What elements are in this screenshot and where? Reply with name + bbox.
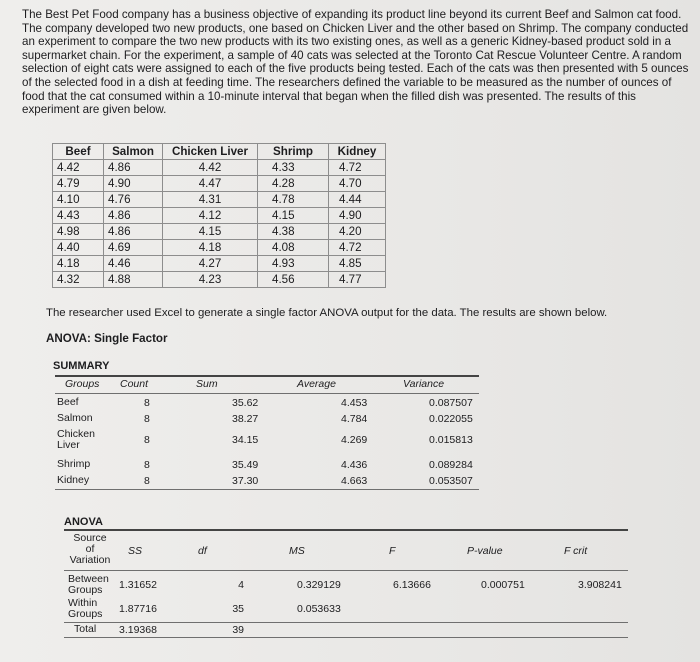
cell-beef: 4.42: [53, 160, 104, 176]
summary-sum: 34.15: [232, 434, 259, 446]
cell-kidney: 4.85: [329, 256, 386, 272]
summary-sum: 38.27: [232, 413, 259, 425]
summary-variance: 0.087507: [429, 397, 473, 409]
anova-ms: 0.329129: [297, 579, 341, 591]
table-header-row: [53, 144, 386, 160]
summary-header-rule: [55, 393, 479, 394]
cell-salmon: 4.69: [104, 240, 163, 256]
anova-source-name: Total: [74, 623, 97, 635]
table-row: [53, 160, 386, 176]
cell-kidney: 4.72: [329, 240, 386, 256]
summary-header-variance: Variance: [403, 378, 445, 390]
summary-group-name: Beef: [57, 396, 79, 408]
cell-chicken-liver: 4.42: [163, 160, 258, 176]
anova-f: 6.13666: [393, 579, 431, 591]
cell-kidney: 4.72: [329, 160, 386, 176]
header-salmon: Salmon: [104, 144, 163, 160]
cell-shrimp: 4.08: [258, 240, 329, 256]
anova-source-name: Between Groups: [68, 573, 109, 596]
header-chicken-liver: Chicken Liver: [163, 144, 258, 160]
summary-count: 8: [144, 475, 150, 487]
summary-count: 8: [144, 397, 150, 409]
cell-shrimp: 4.56: [258, 272, 329, 288]
table-row: [53, 256, 386, 272]
summary-average: 4.663: [341, 475, 368, 487]
anova-total-rule: [64, 622, 628, 623]
summary-sum: 37.30: [232, 475, 259, 487]
cell-salmon: 4.88: [104, 272, 163, 288]
pet-food-data-table: [52, 143, 386, 288]
anova-ss: 1.31652: [119, 579, 157, 591]
intro-paragraph: The Best Pet Food company has a business objective of expanding its product line beyond its current Beef and Salmon cat food. The company developed two new products, one based on Chicken Liver and the other based on Shrimp. The company conducted an experiment to compare the two new products with its two existing ones, as well as a generic Kidney-based product sold in a supermarket chain. For the experiment, a sample of 40 cats was selected at the Toronto Cat Rescue Volunteer Centre. A random selection of eight cats were assigned to each of the five products being tested. Each of the cats was then presented with 5 ounces of the selected food in a dish at feeding time. The researchers defined the variable to be measured as the number of ounces of food that the cat consumed within a 10-minute interval that began when the filled dish was presented. The results of this experiment are given below.: [22, 8, 689, 117]
anova-header-ss: SS: [128, 545, 143, 557]
anova-df: 4: [238, 579, 244, 591]
anova-df: 39: [232, 624, 244, 636]
anova-header-f-crit: F crit: [564, 545, 588, 557]
summary-variance: 0.015813: [429, 434, 473, 446]
cell-beef: 4.98: [53, 224, 104, 240]
summary-sum: 35.49: [232, 459, 259, 471]
summary-variance: 0.089284: [429, 459, 473, 471]
cell-shrimp: 4.28: [258, 176, 329, 192]
table-row: [53, 224, 386, 240]
summary-top-rule: [55, 375, 479, 377]
cell-kidney: 4.20: [329, 224, 386, 240]
cell-salmon: 4.86: [104, 160, 163, 176]
anova-header-ms: MS: [289, 545, 305, 557]
anova-header-f: F: [389, 545, 396, 557]
cell-shrimp: 4.93: [258, 256, 329, 272]
cell-chicken-liver: 4.31: [163, 192, 258, 208]
cell-shrimp: 4.78: [258, 192, 329, 208]
cell-beef: 4.18: [53, 256, 104, 272]
cell-kidney: 4.44: [329, 192, 386, 208]
cell-shrimp: 4.38: [258, 224, 329, 240]
anova-ms: 0.053633: [297, 603, 341, 615]
anova-df: 35: [232, 603, 244, 615]
table-row: [53, 272, 386, 288]
cell-salmon: 4.86: [104, 224, 163, 240]
cell-beef: 4.43: [53, 208, 104, 224]
cell-chicken-liver: 4.27: [163, 256, 258, 272]
anova-header-p-value: P-value: [467, 545, 503, 557]
summary-average: 4.269: [341, 434, 368, 446]
anova-f-crit: 3.908241: [578, 579, 622, 591]
cell-chicken-liver: 4.12: [163, 208, 258, 224]
cell-beef: 4.32: [53, 272, 104, 288]
anova-bottom-rule: [64, 637, 628, 638]
summary-group-name: Shrimp: [57, 458, 91, 470]
table-row: [53, 176, 386, 192]
header-kidney: Kidney: [329, 144, 386, 160]
summary-count: 8: [144, 459, 150, 471]
cell-salmon: 4.46: [104, 256, 163, 272]
summary-header-average: Average: [297, 378, 336, 390]
anova-ss: 1.87716: [119, 603, 157, 615]
cell-chicken-liver: 4.18: [163, 240, 258, 256]
summary-average: 4.436: [341, 459, 368, 471]
cell-chicken-liver: 4.23: [163, 272, 258, 288]
excel-sentence: The researcher used Excel to generate a single factor ANOVA output for the data. The results are shown below.: [46, 307, 608, 319]
cell-kidney: 4.77: [329, 272, 386, 288]
cell-salmon: 4.90: [104, 176, 163, 192]
cell-beef: 4.79: [53, 176, 104, 192]
summary-header-groups: Groups: [65, 378, 100, 390]
table-row: [53, 192, 386, 208]
cell-salmon: 4.76: [104, 192, 163, 208]
anova-header-df: df: [198, 545, 207, 557]
summary-sum: 35.62: [232, 397, 259, 409]
header-beef: Beef: [53, 144, 104, 160]
anova-ss: 3.19368: [119, 624, 157, 636]
anova-source-name: Within Groups: [68, 597, 103, 620]
anova-heading: ANOVA: Single Factor: [46, 332, 168, 345]
table-row: [53, 208, 386, 224]
summary-count: 8: [144, 434, 150, 446]
cell-shrimp: 4.33: [258, 160, 329, 176]
header-shrimp: Shrimp: [258, 144, 329, 160]
summary-average: 4.784: [341, 413, 368, 425]
summary-variance: 0.053507: [429, 475, 473, 487]
cell-kidney: 4.90: [329, 208, 386, 224]
summary-group-name: Chicken Liver: [57, 428, 95, 451]
cell-shrimp: 4.15: [258, 208, 329, 224]
summary-group-name: Kidney: [57, 474, 90, 486]
summary-header-sum: Sum: [196, 378, 218, 390]
summary-average: 4.453: [341, 397, 368, 409]
cell-chicken-liver: 4.15: [163, 224, 258, 240]
anova-header-source: Source of Variation: [69, 532, 111, 566]
cell-kidney: 4.70: [329, 176, 386, 192]
summary-count: 8: [144, 413, 150, 425]
anova-label: ANOVA: [64, 516, 103, 528]
table-row: [53, 240, 386, 256]
summary-variance: 0.022055: [429, 413, 473, 425]
summary-label: SUMMARY: [53, 360, 110, 372]
anova-top-rule: [64, 529, 628, 531]
anova-header-rule: [64, 570, 628, 571]
summary-group-name: Salmon: [57, 412, 93, 424]
anova-p-value: 0.000751: [481, 579, 525, 591]
summary-bottom-rule: [55, 489, 479, 490]
summary-header-count: Count: [120, 378, 149, 390]
cell-salmon: 4.86: [104, 208, 163, 224]
cell-chicken-liver: 4.47: [163, 176, 258, 192]
cell-beef: 4.10: [53, 192, 104, 208]
cell-beef: 4.40: [53, 240, 104, 256]
